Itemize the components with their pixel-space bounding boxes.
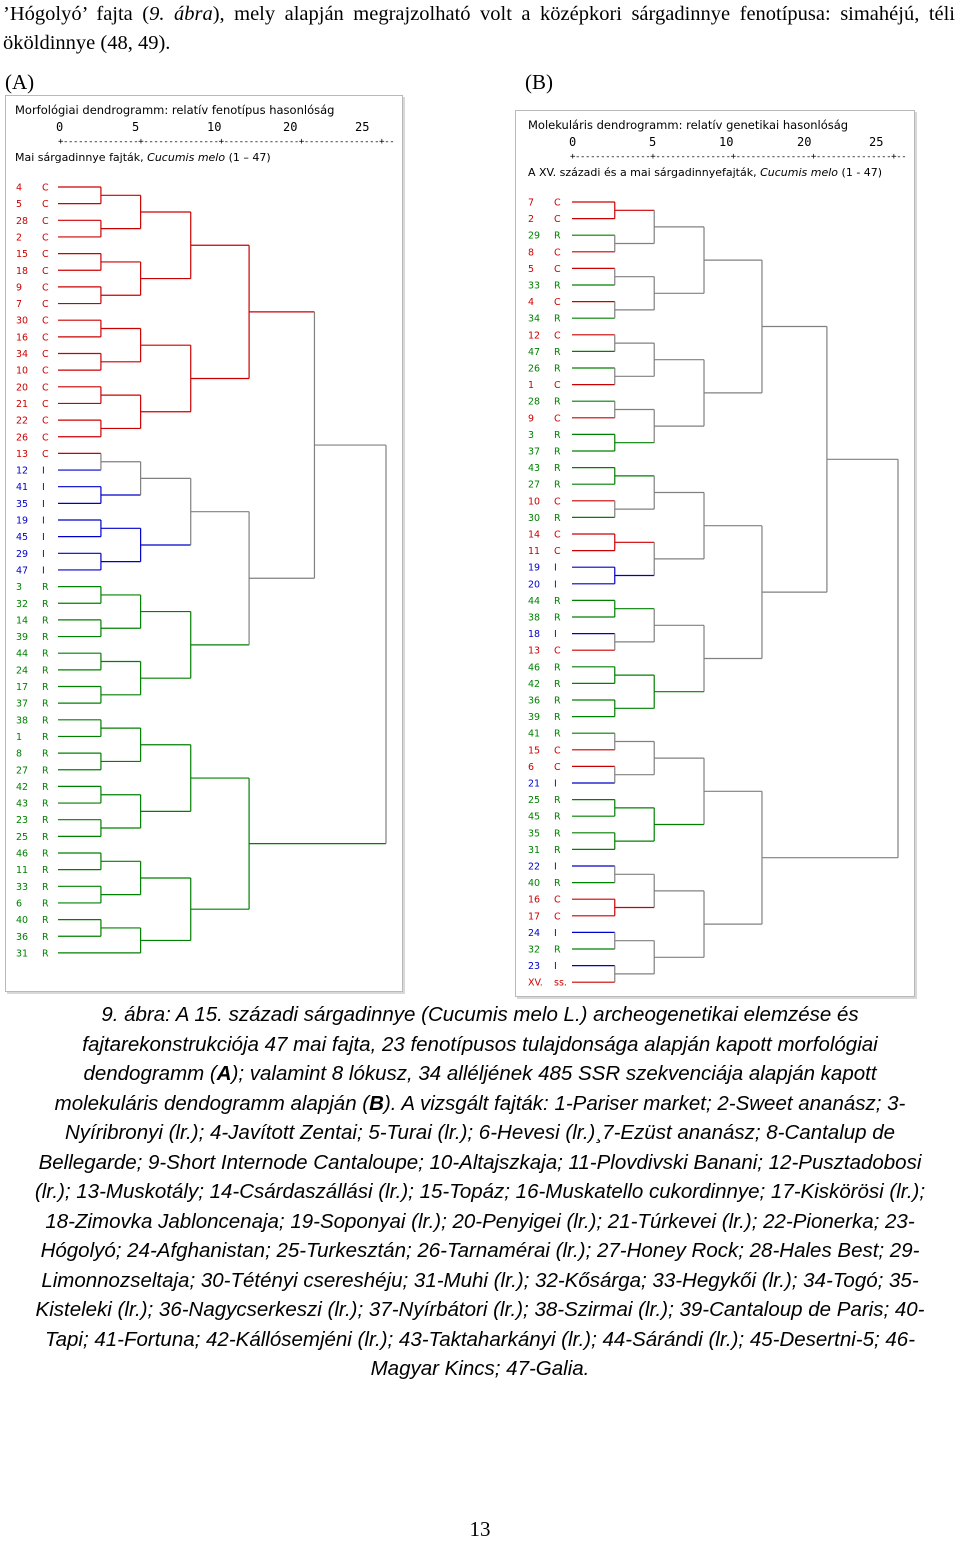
dendrogram-b-leaf-id: 31 — [528, 844, 541, 856]
dendrogram-a-leaf-type: R — [42, 948, 49, 960]
dendrogram-b-leaf-id: 7 — [528, 197, 535, 209]
dendrogram-b-leaf-type: R — [554, 363, 561, 375]
dendrogram-a-leaf-id: 46 — [16, 848, 29, 860]
dendrogram-b-leaf-id: 32 — [528, 944, 541, 956]
intro-suffix: ), mely alapján megrajzolható volt a középkori sárgadinnye fenotípusa: simahéjú, téli ököldinnye (48, 49). — [3, 3, 956, 54]
dendrogram-b-leaf-type: C — [554, 214, 561, 226]
dendrogram-b-leaf-type: R — [554, 446, 561, 458]
dendrogram-b-leaf-type: R — [554, 795, 561, 807]
dendrogram-b-leaf-type: R — [554, 828, 561, 840]
dendrogram-a-leaf-id: 40 — [16, 915, 29, 927]
dendrogram-b-leaf-type: R — [554, 595, 561, 607]
dendrogram-a-leaf-id: 17 — [16, 682, 29, 693]
dendrogram-a-leaf-type: C — [42, 299, 49, 311]
dendrogram-b-leaf-type: C — [554, 761, 561, 773]
dendrogram-a-leaf-type: I — [42, 548, 45, 560]
dendrogram-b-subtitle: A XV. századi és a mai sárgadinnyefajták, Cucumis melo (1 - 47) — [528, 166, 883, 179]
dendrogram-b-scale-rule: +---------------+---------------+---------------+---------------+-- — [570, 152, 907, 162]
dendrogram-b-leaf-type: R — [554, 429, 561, 441]
dendrogram-b-leaf-id: 29 — [528, 230, 541, 242]
dendrogram-a-leaf-type: C — [42, 215, 49, 227]
dendrogram-b-tree — [516, 111, 914, 996]
intro-paragraph — [3, 0, 955, 58]
dendrogram-b-leaf-id: 14 — [528, 529, 541, 541]
dendrogram-a-leaf-type: R — [42, 582, 49, 594]
dendrogram-b-leaf-type: C — [554, 247, 561, 259]
dendrogram-b-leaf-type: C — [554, 380, 561, 392]
dendrogram-a-leaf-id: 35 — [16, 498, 29, 510]
dendrogram-a-leaf-id: 19 — [16, 515, 29, 527]
dendrogram-b-leaf-id: 5 — [528, 263, 535, 275]
dendrogram-b-leaf-id: 34 — [528, 313, 541, 325]
dendrogram-b-leaf-id: 40 — [528, 878, 541, 890]
dendrogram-a-leaf-type: R — [42, 648, 49, 660]
dendrogram-a-leaf-type: R — [42, 798, 49, 810]
dendrogram-b-leaf-type: C — [554, 911, 561, 923]
dendrogram-a-leaf-id: 10 — [16, 365, 29, 377]
dendrogram-b-leaf-type: R — [554, 878, 561, 890]
dendrogram-a-leaf-id: 7 — [16, 299, 23, 311]
dendrogram-a-leaf-type: R — [42, 831, 49, 843]
dendrogram-a-leaf-id: 47 — [16, 565, 29, 577]
dendrogram-b-leaf-id: 27 — [528, 479, 541, 491]
dendrogram-a-leaf-type: C — [42, 448, 49, 460]
dendrogram-a-leaf-type: C — [42, 265, 49, 277]
dendrogram-a-leaf-id: 28 — [16, 215, 29, 227]
dendrogram-b-leaf-id: 25 — [528, 795, 541, 807]
dendrogram-a-leaf-id: 26 — [16, 432, 29, 444]
dendrogram-b-leaf-id: 8 — [528, 247, 535, 259]
dendrogram-b-leaf-type: R — [554, 712, 561, 724]
dendrogram-b-leaf-id: XV. — [528, 977, 543, 989]
dendrogram-b-leaf-type: R — [554, 728, 561, 740]
dendrogram-a — [5, 95, 403, 992]
dendrogram-b-leaf-id: 47 — [528, 346, 541, 358]
dendrogram-b-leaf-id: 38 — [528, 612, 541, 624]
dendrogram-b-leaf-id: 24 — [528, 927, 541, 939]
dendrogram-a-leaf-id: 16 — [16, 332, 29, 344]
dendrogram-a-leaf-type: R — [42, 781, 49, 793]
dendrogram-a-leaf-type: R — [42, 815, 49, 827]
dendrogram-a-leaf-id: 12 — [16, 465, 29, 477]
dendrogram-a-leaf-id: 38 — [16, 715, 29, 727]
dendrogram-b-leaf-id: 20 — [528, 579, 541, 591]
dendrogram-a-leaf-id: 29 — [16, 548, 29, 560]
dendrogram-a-leaf-type: R — [42, 865, 49, 877]
dendrogram-a-leaf-type: R — [42, 931, 49, 943]
dendrogram-b-leaf-type: C — [554, 263, 561, 275]
dendrogram-b-leaf-id: 17 — [528, 911, 541, 923]
dendrogram-a-title: Morfológiai dendrogramm: relatív fenotípus hasonlóság — [15, 103, 335, 117]
dendrogram-a-leaf-id: 15 — [16, 249, 29, 261]
dendrogram-a-leaf-id: 18 — [16, 265, 29, 277]
dendrogram-a-leaf-id: 27 — [16, 765, 29, 777]
dendrogram-b-leaf-id: 19 — [528, 562, 541, 574]
dendrogram-a-leaf-type: C — [42, 398, 49, 410]
dendrogram-b-leaf-type: R — [554, 844, 561, 856]
dendrogram-a-leaf-id: 24 — [16, 665, 29, 677]
dendrogram-b-leaf-type: I — [554, 927, 557, 939]
dendrogram-a-leaf-type: C — [42, 249, 49, 261]
dendrogram-b-leaf-id: 37 — [528, 446, 541, 458]
dendrogram-a-leaf-id: 8 — [16, 748, 23, 760]
dendrogram-a-leaf-id: 20 — [16, 382, 29, 394]
dendrogram-a-leaf-type: R — [42, 765, 49, 777]
scale-tick: 0 — [56, 120, 64, 134]
dendrogram-b-leaf-id: 12 — [528, 330, 541, 342]
intro-prefix: ’Hógolyó’ fajta ( — [3, 3, 150, 25]
dendrogram-a-leaf-type: C — [42, 432, 49, 444]
dendrogram-b-leaf-type: C — [554, 330, 561, 342]
dendrogram-b-leaf-type: R — [554, 396, 561, 408]
dendrogram-a-leaf-type: R — [42, 915, 49, 927]
dendrogram-b-leaf-type: R — [554, 479, 561, 491]
dendrogram-b-leaf-id: 3 — [528, 429, 535, 441]
dendrogram-b-leaf-type: R — [554, 512, 561, 524]
dendrogram-b-leaf-id: 36 — [528, 695, 541, 707]
scale-tick: 10 — [207, 120, 222, 134]
dendrogram-b-leaf-type: I — [554, 579, 557, 591]
dendrogram-b-leaf-id: 22 — [528, 861, 541, 873]
dendrogram-a-leaf-type: I — [42, 465, 45, 477]
dendrogram-b-leaf-id: 39 — [528, 712, 541, 724]
dendrogram-a-leaf-type: R — [42, 615, 49, 627]
dendrogram-b-leaf-type: C — [554, 529, 561, 541]
dendrogram-a-leaf-id: 36 — [16, 931, 29, 943]
dendrogram-a-leaf-id: 43 — [16, 798, 29, 810]
dendrogram-a-leaf-type: I — [42, 532, 45, 544]
dendrogram-a-leaf-id: 32 — [16, 598, 29, 610]
dendrogram-b-leaf-type: C — [554, 546, 561, 558]
dendrogram-b-leaf-id: 44 — [528, 595, 541, 607]
dendrogram-b-leaf-id: 15 — [528, 745, 541, 757]
dendrogram-b-leaf-type: R — [554, 678, 561, 690]
dendrogram-b-leaf-id: 41 — [528, 728, 541, 740]
dendrogram-b-leaf-id: 2 — [528, 214, 535, 226]
dendrogram-a-tree — [6, 96, 402, 991]
dendrogram-a-leaf-id: 34 — [16, 349, 29, 360]
dendrogram-a-leaf-type: I — [42, 565, 45, 577]
dendrogram-a-leaf-id: 3 — [16, 582, 23, 594]
dendrogram-b-leaf-type: I — [554, 778, 557, 790]
dendrogram-a-leaf-type: I — [42, 482, 45, 494]
dendrogram-b-leaf-id: 43 — [528, 463, 541, 475]
dendrogram-b-leaf-type: R — [554, 313, 561, 325]
dendrogram-b-leaf-id: 21 — [528, 778, 541, 790]
dendrogram-a-leaf-type: C — [42, 282, 49, 294]
dendrogram-a-leaf-type: C — [42, 415, 49, 427]
scale-tick: 20 — [797, 135, 812, 149]
dendrogram-a-leaf-id: 33 — [16, 881, 29, 893]
dendrogram-b-leaf-type: R — [554, 280, 561, 292]
dendrogram-a-leaf-type: R — [42, 715, 49, 727]
dendrogram-b-leaf-type: I — [554, 629, 557, 641]
dendrogram-a-leaf-id: 13 — [16, 448, 29, 460]
dendrogram-b-leaf-type: R — [554, 695, 561, 707]
dendrogram-a-leaf-id: 5 — [16, 199, 23, 211]
dendrogram-b-leaf-type: I — [554, 961, 557, 973]
dendrogram-b-leaf-id: 13 — [528, 645, 541, 657]
figure-caption: 9. ábra: A 15. századi sárgadinnye (Cucumis melo L.) archeogenetikai elemzése és fajtarekonstrukciója 47 mai fajta, 23 fenotípusos tulajdonsága alapján kapott morfológiai dendogramm (A); valamint 8 lókusz, 34 alléljének 485 SSR szekvenciája alapján kapott molekuláris dendogramm alapján (B). A vizsgált fajták: 1-Pariser market; 2-Sweet ananász; 3-Nyíribronyi (lr.); 4-Javított Zentai; 5-Turai (lr.); 6-Hevesi (lr.)¸7-Ezüst ananász; 8-Cantalup de Bellegarde; 9-Short Internode Cantaloupe; 10-Altajszkaja; 11-Plovdivski Banani; 12-Pusztadobosi (lr.); 13-Muskotály; 14-Csárdaszállási (lr.); 15-Topáz; 16-Muskatello cukordinnye; 17-Kiskörösi (lr.); 18-Zimovka Jabloncenaja; 19-Soponyai (lr.); 20-Penyigei (lr.); 21-Túrkevei (lr.); 22-Pionerka; 23-Hógolyó; 24-Afghanistan; 25-Turkesztán; 26-Tarnamérai (lr.); 27-Honey Rock; 28-Hales Best; 29-Limonnozseltaja; 30-Tétényi csereshéju; 31-Muhi (lr.); 32-Kősárga; 33-Hegykői (lr.); 34-Togó; 35-Kisteleki (lr.); 36-Nagycserkeszi (lr.); 37-Nyírbátori (lr.); 38-Szirmai (lr.); 39-Cantaloup de Paris; 40-Tapi; 41-Fortuna; 42-Kállósemjéni (lr.); 43-Taktaharkányi (lr.); 44-Sárándi (lr.); 45-Desertni-5; 46-Magyar Kincs; 47-Galia. — [34, 1003, 926, 1380]
dendrogram-a-leaf-id: 9 — [16, 282, 23, 294]
dendrogram-a-scale-rule: +---------------+---------------+---------------+---------------+-- — [58, 137, 395, 147]
dendrogram-a-leaf-type: R — [42, 898, 49, 910]
panel-b-label: (B) — [525, 70, 553, 94]
page-number: 13 — [469, 1517, 491, 1541]
scale-tick: 25 — [869, 135, 884, 149]
dendrogram-b-leaf-type: R — [554, 230, 561, 242]
dendrogram-a-leaf-id: 22 — [16, 415, 29, 427]
dendrogram-a-leaf-id: 6 — [16, 898, 23, 910]
dendrogram-b-leaf-id: 18 — [528, 629, 541, 641]
dendrogram-b-title: Molekuláris dendrogramm: relatív genetikai hasonlóság — [528, 118, 849, 132]
dendrogram-b-leaf-type: R — [554, 944, 561, 956]
dendrogram-a-leaf-type: R — [42, 881, 49, 893]
dendrogram-a-leaf-id: 21 — [16, 398, 29, 410]
dendrogram-a-leaf-type: C — [42, 382, 49, 394]
dendrogram-b-leaf-type: C — [554, 894, 561, 906]
dendrogram-b-leaf-id: 46 — [528, 662, 541, 674]
dendrogram-a-subtitle: Mai sárgadinnye fajták, Cucumis melo (1 – 47) — [15, 151, 271, 164]
dendrogram-a-leaf-type: C — [42, 365, 49, 377]
dendrogram-b-leaf-id: 28 — [528, 396, 541, 408]
dendrogram-b-leaf-id: 16 — [528, 894, 541, 906]
dendrogram-b-leaf-type: R — [554, 662, 561, 674]
dendrogram-a-leaf-id: 23 — [16, 815, 29, 827]
dendrogram-b-leaf-type: R — [554, 811, 561, 823]
dendrogram-b-leaf-type: R — [554, 463, 561, 475]
dendrogram-b-leaf-id: 35 — [528, 828, 541, 840]
dendrogram-b-leaf-type: C — [554, 413, 561, 425]
dendrogram-a-leaf-type: C — [42, 332, 49, 344]
dendrogram-b-leaf-type: C — [554, 496, 561, 508]
dendrogram-a-leaf-id: 2 — [16, 232, 23, 244]
dendrogram-b-leaf-type: C — [554, 297, 561, 309]
dendrogram-b-leaf-id: 11 — [528, 546, 541, 558]
dendrogram-a-leaf-type: C — [42, 182, 49, 194]
dendrogram-a-leaf-type: R — [42, 682, 49, 693]
dendrogram-a-leaf-id: 1 — [16, 731, 23, 743]
dendrogram-b-leaf-type: ss. — [554, 977, 567, 989]
dendrogram-a-leaf-type: R — [42, 632, 49, 644]
dendrogram-b-leaf-type: I — [554, 562, 557, 574]
dendrogram-b-leaf-id: 6 — [528, 761, 535, 773]
dendrogram-a-leaf-id: 41 — [16, 482, 29, 494]
dendrogram-b-leaf-id: 42 — [528, 678, 541, 690]
dendrogram-a-leaf-type: R — [42, 698, 49, 710]
dendrogram-a-leaf-id: 25 — [16, 831, 29, 843]
dendrogram-b — [515, 110, 915, 997]
dendrogram-b-leaf-id: 30 — [528, 512, 541, 524]
dendrogram-b-leaf-type: C — [554, 645, 561, 657]
dendrogram-a-leaf-type: R — [42, 731, 49, 743]
dendrogram-b-leaf-id: 26 — [528, 363, 541, 375]
dendrogram-b-leaf-type: C — [554, 197, 561, 209]
dendrogram-b-leaf-type: R — [554, 346, 561, 358]
dendrogram-b-leaf-id: 23 — [528, 961, 541, 973]
dendrogram-b-leaf-id: 45 — [528, 811, 541, 823]
dendrogram-b-leaf-id: 9 — [528, 413, 535, 425]
dendrogram-b-leaf-type: I — [554, 861, 557, 873]
dendrogram-b-leaf-id: 10 — [528, 496, 541, 508]
dendrogram-a-leaf-type: R — [42, 665, 49, 677]
dendrogram-a-leaf-id: 31 — [16, 948, 29, 960]
dendrogram-a-leaf-type: R — [42, 598, 49, 610]
dendrogram-a-leaf-type: R — [42, 748, 49, 760]
dendrogram-a-leaf-id: 45 — [16, 532, 29, 544]
dendrogram-a-leaf-id: 39 — [16, 632, 29, 644]
dendrogram-a-leaf-id: 30 — [16, 315, 29, 327]
dendrogram-b-leaf-id: 33 — [528, 280, 541, 292]
dendrogram-b-leaf-id: 1 — [528, 380, 535, 392]
scale-tick: 5 — [649, 135, 657, 149]
dendrogram-a-leaf-type: C — [42, 232, 49, 244]
dendrogram-a-leaf-id: 14 — [16, 615, 29, 627]
dendrogram-a-leaf-id: 42 — [16, 781, 29, 793]
dendrogram-a-leaf-id: 44 — [16, 648, 29, 660]
panel-a-label: (A) — [5, 70, 35, 94]
dendrogram-a-leaf-id: 11 — [16, 865, 29, 877]
scale-tick: 10 — [719, 135, 734, 149]
dendrogram-b-leaf-type: R — [554, 612, 561, 624]
figure-reference: 9. ábra — [149, 3, 213, 25]
dendrogram-a-leaf-type: C — [42, 349, 49, 360]
scale-tick: 20 — [283, 120, 298, 134]
dendrogram-a-leaf-id: 37 — [16, 698, 29, 710]
scale-tick: 25 — [355, 120, 370, 134]
dendrogram-a-leaf-id: 4 — [16, 182, 23, 194]
dendrogram-a-leaf-type: I — [42, 498, 45, 510]
scale-tick: 5 — [132, 120, 140, 134]
dendrogram-a-leaf-type: R — [42, 848, 49, 860]
dendrogram-a-leaf-type: C — [42, 315, 49, 327]
dendrogram-b-leaf-id: 4 — [528, 297, 535, 309]
dendrogram-a-leaf-type: I — [42, 515, 45, 527]
dendrogram-b-leaf-type: C — [554, 745, 561, 757]
scale-tick: 0 — [569, 135, 577, 149]
dendrogram-a-leaf-type: C — [42, 199, 49, 211]
